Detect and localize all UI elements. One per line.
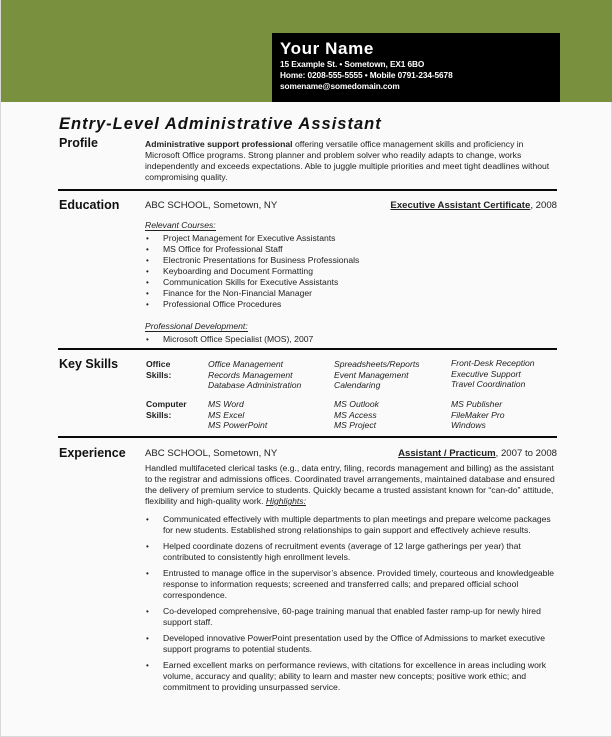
section-label-key-skills: Key Skills [59, 357, 119, 371]
list-item: • Communication Skills for Executive Assistants [145, 277, 557, 288]
list-item: • Project Management for Executive Assistants [145, 233, 557, 244]
profile-text [145, 139, 557, 183]
computer-skills-row [146, 399, 566, 439]
list-item: • Entrusted to manage office in the supervisor’s absence. Provided timely, courteous and knowledgeable response to information requests; screened and transferred calls; and prepared official school correspondence. [145, 568, 557, 601]
list-item: • Professional Office Procedures [145, 299, 557, 310]
email: somename@somedomain.com [280, 81, 400, 91]
skills-grid [146, 359, 566, 439]
list-item: • Co-developed comprehensive, 60-page training manual that enabled faster ramp-up for newly hired support staff. [145, 606, 557, 628]
experience-block [145, 448, 557, 698]
school-name: ABC SCHOOL, Sometown, NY [145, 200, 278, 211]
experience-header [145, 448, 557, 459]
phone-numbers: Home: 0208-555-5555 • Mobile 0791-234-5678 [280, 70, 453, 80]
job-dates: , 2007 to 2008 [495, 448, 557, 459]
address: 15 Example St. • Sometown, EX1 6BO [280, 59, 425, 69]
office-skills-row [146, 359, 566, 399]
highlights-list [145, 514, 557, 693]
list-item: • Earned excellent marks on performance reviews, with citations for excellence in areas including work volume, accuracy and quality; ability to learn and master new concepts; positive work ethic; and commitment to providing unsurpassed service. [145, 660, 557, 693]
list-item: • Developed innovative PowerPoint presentation used by the Office of Admissions to market executive support programs to potential students. [145, 633, 557, 655]
section-label-experience: Experience [59, 446, 126, 460]
computer-skills-col-1: MS Word MS Excel MS PowerPoint [208, 399, 268, 430]
office-skills-col-2: Spreadsheets/Reports Event Management Calendaring [334, 359, 420, 390]
courses-list [145, 233, 557, 310]
profile-body: offering versatile office management skills and proficiency in Microsoft Office programs. Strong planner and problem solver who readily adapts to change, works independently and exceeds expectations. Able to juggle multiple priorities and meet tight deadlines without compromising quality. [145, 139, 550, 182]
resume-title: Entry-Level Administrative Assistant [59, 115, 382, 133]
office-skills-label: Office Skills: [146, 359, 172, 380]
professional-development-list [145, 334, 557, 345]
experience-summary: Handled multifaceted clerical tasks (e.g., data entry, filing, records management and billing) as the assistant to the registrar and admissions offices. Coordinated travel arrangements, maintained database and ensured the delivery of premium service to students. Quickly became a trusted assistant known for “can-do” attitude, flexibility and high-quality work. Highlights: [145, 463, 555, 506]
credential: Executive Assistant Certificate [390, 200, 531, 211]
computer-skills-label: Computer Skills: [146, 399, 187, 420]
office-skills-col-1: Office Management Records Management Database Administration [208, 359, 302, 390]
contact-box [272, 33, 560, 102]
list-item: • Finance for the Non-Financial Manager [145, 288, 557, 299]
education-header [145, 200, 557, 211]
professional-development-label: Professional Development: [145, 321, 248, 331]
job-title: Assistant / Practicum [398, 448, 496, 459]
divider [58, 189, 557, 191]
candidate-name: Your Name [280, 39, 374, 58]
highlights-label: Highlights: [265, 496, 306, 506]
divider [58, 348, 557, 350]
list-item: • MS Office for Professional Staff [145, 244, 557, 255]
computer-skills-col-3: MS Publisher FileMaker Pro Windows [451, 399, 505, 430]
list-item: • Microsoft Office Specialist (MOS), 2007 [145, 334, 557, 345]
courses-label: Relevant Courses: [145, 220, 216, 230]
education-block [145, 200, 557, 345]
list-item: • Helped coordinate dozens of recruitment events (average of 12 large gatherings per year) that contributed to consistently high enrollment levels. [145, 541, 557, 563]
divider [58, 436, 557, 438]
employer-name: ABC SCHOOL, Sometown, NY [145, 448, 278, 459]
list-item: • Keyboarding and Document Formatting [145, 266, 557, 277]
credential-year: , 2008 [530, 200, 557, 211]
office-skills-col-3: Front-Desk Reception Executive Support Travel Coordination [451, 358, 535, 389]
computer-skills-col-2: MS Outlook MS Access MS Project [334, 399, 379, 430]
list-item: • Electronic Presentations for Business Professionals [145, 255, 557, 266]
section-label-profile: Profile [59, 136, 98, 150]
section-label-education: Education [59, 198, 120, 212]
profile-lead: Administrative support professional [145, 139, 293, 149]
list-item: • Communicated effectively with multiple departments to plan meetings and prepare welcome packages for new students. Established strong relationships to gain support and effectively achieve results. [145, 514, 557, 536]
